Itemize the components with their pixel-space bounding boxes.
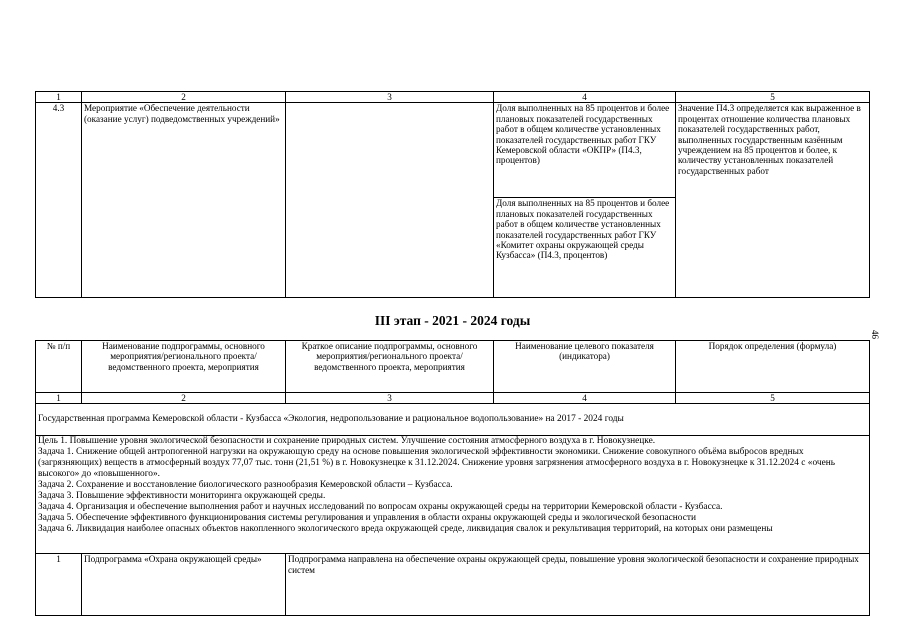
subprogram-name: Подпрограмма «Охрана окружающей среды» [82, 554, 286, 616]
header-indicator: Наименование целевого показателя (индикатора) [494, 341, 676, 393]
task-text: Задача 5. Обеспечение эффективного функционирования системы регулирования и управления в области охраны окружающей среды и экологической безопасности [38, 513, 696, 524]
column-number: 2 [82, 92, 286, 103]
goal-text: Цель 1. Повышение уровня экологической безопасности и сохранение природных систем. Улучшение состояния атмосферного воздуха в г. Новокузнецке. [38, 436, 656, 447]
column-number: 3 [286, 393, 494, 404]
upper-table [35, 91, 870, 298]
indicator-okpr: Доля выполненных на 85 процентов и более плановых показателей государственных работ в общем количестве установленных показателей государственных работ ГКУ Кемеровской области «ОКПР» (П4.3, процентов) [494, 103, 676, 198]
task-text: Задача 3. Повышение эффективности мониторинга окружающей среды. [38, 491, 326, 502]
indicator-committee: Доля выполненных на 85 процентов и более плановых показателей государственных работ в общем количестве установленных показателей государственных работ ГКУ «Комитет охраны окружающей среды Кузбасса» (П4.3, процентов) [494, 198, 676, 298]
task-text: Задача 1. Снижение общей антропогенной нагрузки на окружающую среду на основе повышения экологической эффективности экономики. Снижение совокупного объёма выбросов вредных (загрязняющих) веществ в атмосферный воздух 77,07 тыс. тонн (21,51 %) в г. Новокузнецке к 31.12.2024. Снижение уровня загрязнения атмосферного воздуха в г. Новокузнецке к 31.12.2024 с «очень высокого» до «повышенного». [38, 447, 836, 480]
goals-and-tasks [36, 436, 870, 554]
measure-description [286, 103, 494, 298]
header-number: № п/п [36, 341, 82, 393]
column-number: 4 [494, 393, 676, 404]
indicator-formula: Значение П4.3 определяется как выраженное в процентах отношение количества плановых показателей государственных работ, выполненных государственным казённым учреждением на 85 процентов и более, к количеству установленных показателей государственных работ [676, 103, 870, 298]
column-number: 3 [286, 92, 494, 103]
stage-table [35, 340, 870, 616]
measure-name: Мероприятие «Обеспечение деятельности (оказание услуг) подведомственных учреждений» [82, 103, 286, 298]
row-number: 4.3 [36, 103, 82, 298]
subprogram-description: Подпрограмма направлена на обеспечение охраны окружающей среды, повышение уровня экологической безопасности и сохранение природных систем [286, 554, 870, 616]
column-number: 4 [494, 92, 676, 103]
task-text: Задача 6. Ликвидация наиболее опасных объектов накопленного экологического вреда окружающей среде, ликвидация свалок и рекультивация территорий, на которых они размещены [38, 524, 773, 535]
column-number: 5 [676, 92, 870, 103]
program-title: Государственная программа Кемеровской области - Кузбасса «Экология, недропользование и рациональное водопользование» на 2017 - 2024 годы [36, 404, 870, 436]
column-number: 1 [36, 393, 82, 404]
header-formula: Порядок определения (формула) [676, 341, 870, 393]
header-name: Наименование подпрограммы, основного мероприятия/регионального проекта/ведомственного проекта, мероприятия [82, 341, 286, 393]
page-number: 46 [870, 330, 880, 339]
stage-title: III этап - 2021 - 2024 годы [374, 313, 531, 328]
column-number: 5 [676, 393, 870, 404]
header-description: Краткое описание подпрограммы, основного мероприятия/регионального проекта/ведомственного проекта, мероприятия [286, 341, 494, 393]
column-number: 2 [82, 393, 286, 404]
task-text: Задача 2. Сохранение и восстановление биологического разнообразия Кемеровской области – Кузбасса. [38, 480, 453, 491]
column-number: 1 [36, 92, 82, 103]
row-number: 1 [36, 554, 82, 616]
task-text: Задача 4. Организация и обеспечение выполнения работ и научных исследований по вопросам охраны окружающей среды на территории Кемеровской области - Кузбасса. [38, 502, 723, 513]
